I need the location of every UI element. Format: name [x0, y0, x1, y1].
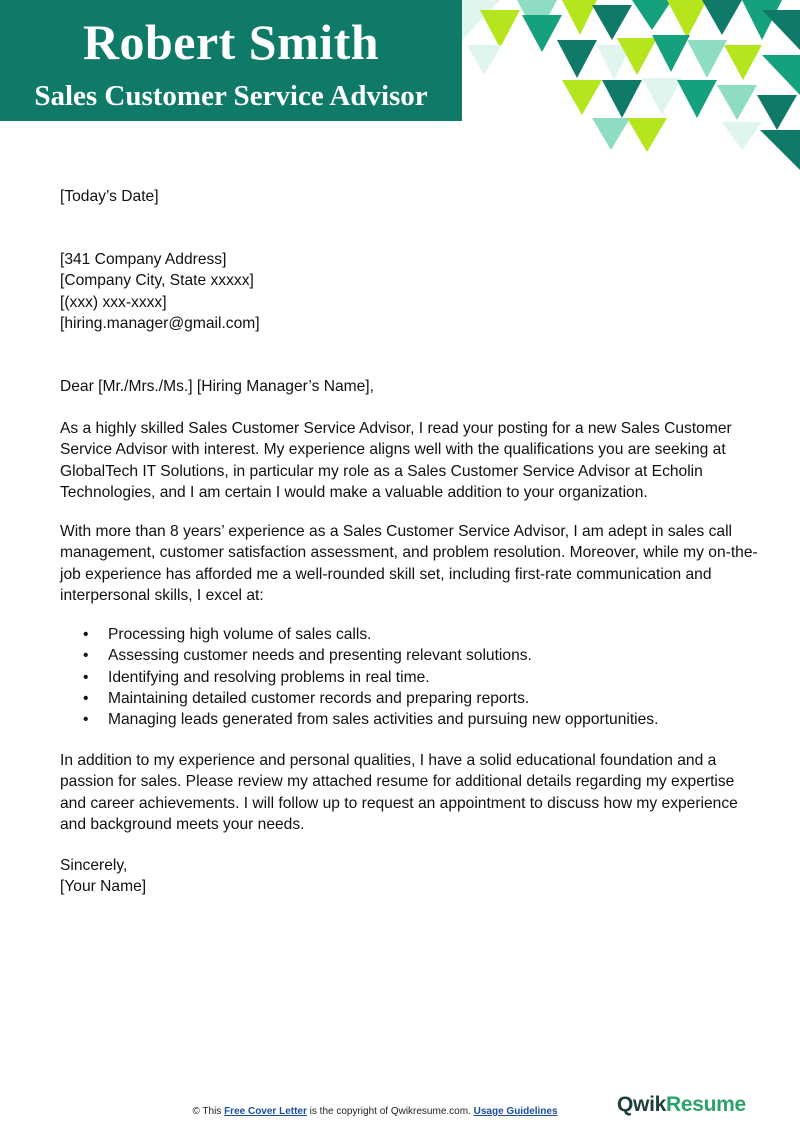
recipient-address [60, 249, 760, 334]
footer-text: © This [192, 1106, 225, 1117]
decor-triangle [592, 118, 630, 150]
list-item [60, 645, 760, 666]
address-line: [341 Company Address] [60, 251, 227, 268]
list-item-text: Assessing customer needs and presenting relevant solutions. [108, 647, 532, 665]
decor-triangle [642, 78, 682, 115]
decor-triangle [562, 80, 602, 115]
decor-triangle [722, 122, 762, 150]
decor-triangle [627, 118, 667, 152]
salutation [60, 376, 760, 397]
decor-triangle [762, 10, 800, 50]
closing-text: Sincerely, [60, 857, 128, 874]
bullet-icon: • [83, 711, 89, 729]
decor-triangle [602, 80, 642, 118]
geometric-decoration [462, 0, 800, 175]
free-cover-letter-link[interactable]: Free Cover Letter [224, 1106, 307, 1117]
header-banner [0, 0, 462, 121]
skills-list [60, 624, 760, 730]
list-item [60, 667, 760, 688]
decor-triangle [762, 55, 800, 95]
decor-triangle [557, 40, 597, 78]
list-item [60, 688, 760, 709]
letter-date [60, 186, 760, 207]
list-item [60, 624, 760, 645]
bullet-icon: • [83, 689, 89, 707]
decor-triangle [677, 80, 717, 118]
body-paragraph-2 [60, 521, 760, 606]
list-item-text: Processing high volume of sales calls. [108, 626, 372, 643]
candidate-name: Robert Smith [82, 14, 380, 70]
date-text: [Today’s Date] [60, 188, 159, 205]
decor-triangle [480, 10, 520, 48]
decor-triangle [467, 45, 502, 75]
closing [60, 855, 760, 898]
decor-triangle [687, 40, 727, 78]
decor-triangle [592, 5, 632, 40]
paragraph-text: With more than 8 years’ experience as a Sales Customer Service Advisor, I am adept in sales call management, customer satisfaction assessment, and problem resolution. Moreover, while my on-the-job experience has afforded me a well-rounded skill set, including first-rate communication and interpersonal skills, I excel at: [60, 523, 758, 604]
decor-triangle [760, 130, 800, 170]
decor-triangle [717, 85, 757, 120]
decor-triangle [702, 0, 742, 35]
footer-text: is the copyright of Qwikresume.com. [306, 1106, 474, 1117]
address-line: [(xxx) xxx-xxxx] [60, 293, 167, 311]
decor-triangle [652, 35, 690, 72]
address-line: [Company City, State xxxxx] [60, 272, 254, 290]
bullet-icon: • [83, 626, 89, 643]
usage-guidelines-link[interactable]: Usage Guidelines [473, 1106, 558, 1117]
decor-triangle [562, 0, 597, 35]
list-item [60, 709, 760, 730]
signature-text: [Your Name] [60, 878, 147, 896]
address-line: [hiring.manager@gmail.com] [60, 314, 260, 332]
paragraph-text: In addition to my experience and personal qualities, I have a solid educational foundation and a passion for sales. Please review my attached resume for additional details regarding my expertise and career achievements. I will follow up to request an appointment to discuss how my experience and background meets your needs. [60, 752, 738, 833]
body-paragraph-3 [60, 750, 760, 835]
body-paragraph-1 [60, 418, 760, 503]
list-item-text: Managing leads generated from sales activities and pursuing new opportunities. [108, 711, 659, 729]
decor-triangle [522, 15, 562, 52]
job-title: Sales Customer Service Advisor [34, 80, 428, 112]
bullet-icon: • [83, 668, 89, 686]
list-item-text: Identifying and resolving problems in real time. [108, 668, 430, 686]
decor-triangle [724, 45, 762, 80]
list-item-text: Maintaining detailed customer records and preparing reports. [108, 689, 530, 707]
qwikresume-logo [617, 1093, 746, 1117]
salutation-text: Dear [Mr./Mrs./Ms.] [Hiring Manager’s Name], [60, 378, 374, 395]
logo-text-resume: Resume [665, 1093, 746, 1116]
decor-triangle [757, 95, 797, 130]
logo-text-qwik: Qwik [617, 1093, 666, 1116]
paragraph-text: As a highly skilled Sales Customer Service Advisor, I read your posting for a new Sales Customer Service Advisor with interest. My experience aligns well with the qualifications you are seeking at GlobalTech IT Solutions, in particular my role as a Sales Customer Service Advisor at Echolin Technologies, and I am certain I would make a valuable addition to your organization. [60, 420, 732, 501]
decor-triangle [632, 0, 672, 30]
decor-triangle [667, 0, 707, 38]
bullet-icon: • [83, 647, 89, 665]
